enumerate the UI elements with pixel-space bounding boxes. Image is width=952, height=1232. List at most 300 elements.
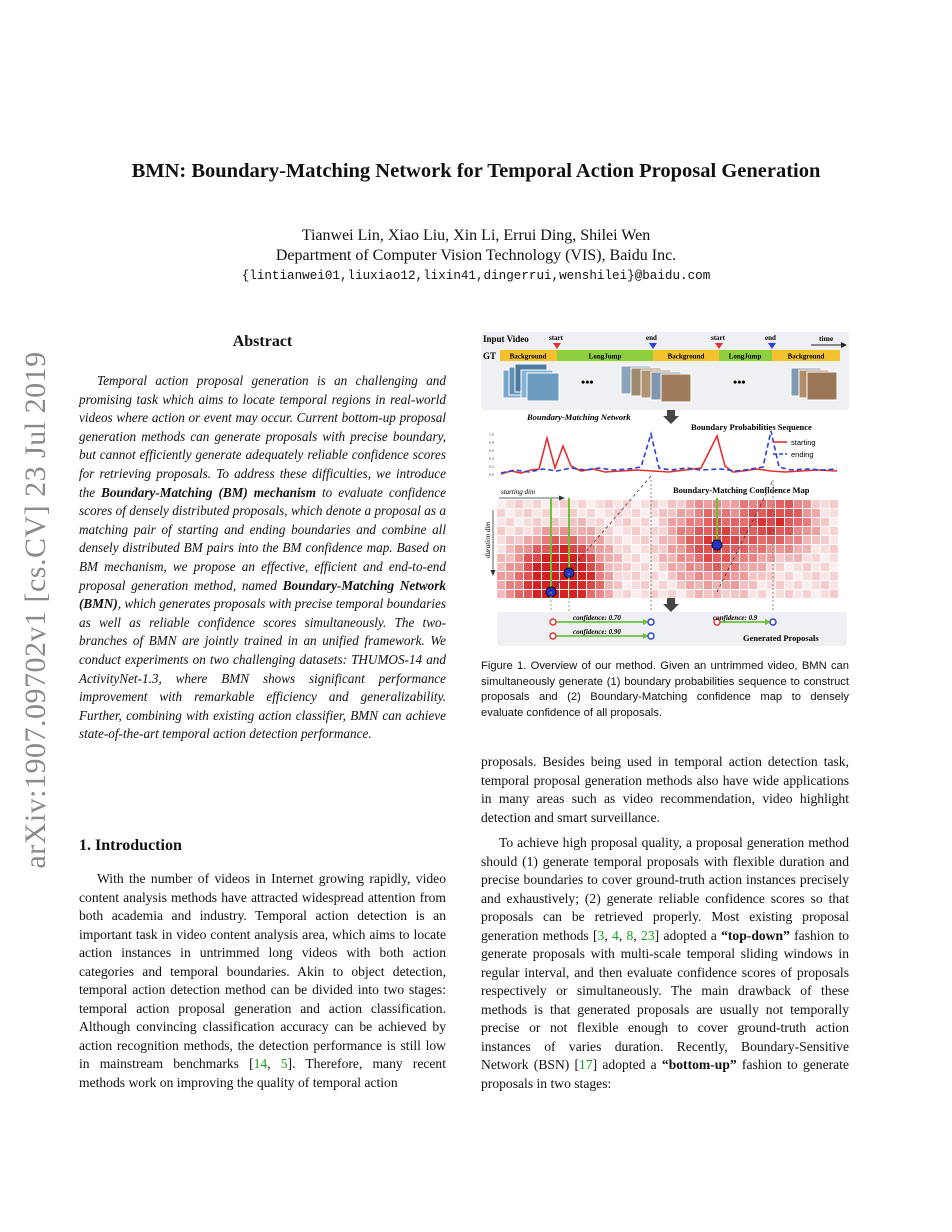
heatmap-cell [830,536,838,544]
heatmap-cell [596,536,604,544]
heatmap-cell [614,527,622,535]
heatmap-cell [587,509,595,517]
heatmap-cell [821,527,829,535]
heatmap-cell [722,509,730,517]
heatmap-cell [776,590,784,598]
citation-link[interactable]: 14 [253,1056,268,1071]
heatmap-cell [542,536,550,544]
heatmap-cell [821,518,829,526]
heatmap-cell [524,545,532,553]
right-paragraph-2 [481,834,849,1093]
bm-map-title: Boundary-Matching Confidence Map [673,485,810,495]
heatmap-cell [812,545,820,553]
proposal-end-point [648,633,654,639]
intro-text-b: ]. Therefore, many recent methods work on improving the quality of temporal action [79,1056,447,1090]
heatmap-cell [587,554,595,562]
heatmap-cell [515,536,523,544]
heatmap-cell [668,536,676,544]
heatmap-cell [686,545,694,553]
input-video-label: Input Video [483,334,529,344]
heatmap-cell [497,581,505,589]
heatmap-cell [677,572,685,580]
y-tick: 0.6 [489,448,494,453]
heatmap-cell [740,518,748,526]
heatmap-cell [686,563,694,571]
heatmap-cell [560,554,568,562]
heatmap-cell [533,536,541,544]
heatmap-cell [704,554,712,562]
heatmap-cell [722,581,730,589]
heatmap-cell [515,590,523,598]
heatmap-cell [803,554,811,562]
heatmap-cell [695,509,703,517]
heatmap-cell [704,509,712,517]
heatmap-cell [803,590,811,598]
heatmap-cell [533,545,541,553]
y-tick: 1.0 [489,432,494,437]
heatmap-cell [668,518,676,526]
heatmap-cell [776,527,784,535]
citation-link[interactable]: 3 [597,927,605,943]
heatmap-cell [560,545,568,553]
starting-dim-label: starting dim [501,488,536,496]
heatmap-cell [587,572,595,580]
heatmap-cell [794,590,802,598]
heatmap-cell [578,590,586,598]
heatmap-cell [506,536,514,544]
heatmap-cell [533,572,541,580]
heatmap-cell [731,545,739,553]
heatmap-cell [632,500,640,508]
heatmap-cell [551,536,559,544]
heatmap-cell [785,545,793,553]
heatmap-cell [578,500,586,508]
heatmap-cell [686,500,694,508]
heatmap-cell [776,509,784,517]
heatmap-cell [794,527,802,535]
intro-sep: , [267,1056,281,1071]
heatmap-cell [731,500,739,508]
down-arrow-icon [663,598,679,612]
heatmap-cell [515,572,523,580]
heatmap-cell [695,500,703,508]
sep: , [618,927,627,943]
heatmap-cell [812,554,820,562]
heatmap-cell [614,563,622,571]
heatmap-cell [767,527,775,535]
heatmap-cell [533,563,541,571]
right-text: fashion to generate proposals in two stages: [481,1057,849,1091]
heatmap-cell [515,527,523,535]
heatmap-cell [560,590,568,598]
heatmap-cell [506,590,514,598]
heatmap-cell [704,518,712,526]
heatmap-cell [821,563,829,571]
heatmap-cell [749,500,757,508]
heatmap-cell [704,572,712,580]
heatmap-cell [794,545,802,553]
heatmap-cell [830,527,838,535]
heatmap-cell [812,536,820,544]
author-block [0,226,952,286]
heatmap-cell [569,590,577,598]
heatmap-cell [731,509,739,517]
heatmap-cell [524,590,532,598]
heatmap-cell [659,581,667,589]
confidence-label: confidence: 0.70 [573,614,621,622]
right-text: fashion to generate proposals with multi-scale temporal sliding windows in regular interval, and then evaluate confidence scores of proposals respectively or simultaneously. The main drawback of these methods is that generated proposals are usually not temporally precise or not flexible enough to cover ground-truth action instances of varies duration. Recently, Boundary-Sensitive Network (BSN) [ [481,927,850,1072]
heatmap-cell [731,581,739,589]
heatmap-cell [497,509,505,517]
heatmap-cell [830,518,838,526]
heatmap-cell [731,563,739,571]
heatmap-cell [803,581,811,589]
heatmap-cell [506,500,514,508]
author-list: Tianwei Lin, Xiao Liu, Xin Li, Errui Ding, Shilei Wen [301,227,651,244]
heatmap-cell [587,500,595,508]
end-label-2: end [765,334,776,342]
heatmap-cell [821,545,829,553]
heatmap-cell [767,563,775,571]
heatmap-cell [722,527,730,535]
heatmap-cell [668,563,676,571]
gt-segment-label: LongJump [728,352,762,361]
heatmap-cell [614,545,622,553]
heatmap-cell [614,509,622,517]
heatmap-cell [578,509,586,517]
heatmap-cell [803,545,811,553]
right-text: To achieve high proposal quality, a proposal generation method should (1) generate temporal proposals with flexible duration and precise boundaries to cover ground-truth action instances precisely and exhaustively; (2) generate reliable confidence scores so that proposals can be retrieved properly. Most existing proposal generation methods [ [481,835,849,943]
heatmap-cell [803,509,811,517]
gt-segment-label: LongJump [588,352,622,361]
heatmap-cell [515,554,523,562]
heatmap-cell [677,590,685,598]
heatmap-cell [497,527,505,535]
heatmap-cell [542,572,550,580]
heatmap-cell [686,509,694,517]
heatmap-cell [812,518,820,526]
heatmap-cell [767,536,775,544]
heatmap-cell [542,500,550,508]
frame-stack [503,364,559,401]
abstract-text-1: Temporal action proposal generation is an challenging and promising task which aims to locate temporal regions in real-world videos where action or event may occur. Current bottom-up proposal generation methods can generate proposals with precise boundary, but cannot efficiently generate adequately reliable confidence scores for retrieving proposals. To address these difficulties, we introduce the [79,373,446,500]
duration-dim-arrow-head [491,570,496,576]
heatmap-cell [713,572,721,580]
heatmap-cell [614,581,622,589]
down-arrow-icon [663,410,679,424]
abstract-bold-bm: Boundary-Matching (BM) mechanism [101,484,317,500]
heatmap-cell [596,545,604,553]
heatmap-cell [803,572,811,580]
y-tick: 0.8 [489,440,494,445]
heatmap-cell [776,500,784,508]
heatmap-cell [767,572,775,580]
heatmap-cell [758,563,766,571]
heatmap-cell [542,518,550,526]
heatmap-cell [578,536,586,544]
heatmap-cell [677,545,685,553]
heatmap-cell [767,590,775,598]
heatmap-cell [524,563,532,571]
heatmap-cell [803,527,811,535]
heatmap-cell [497,590,505,598]
heatmap-cell [785,536,793,544]
heatmap-cell [506,518,514,526]
abstract-bold-bmn: Boundary-Matching Network (BMN) [79,577,447,612]
heatmap-cell [506,509,514,517]
heatmap-cell [830,590,838,598]
heatmap-cell [515,545,523,553]
heatmap-cell [578,554,586,562]
heatmap-cell [713,554,721,562]
bold-term: “top-down” [721,927,790,943]
gt-segment-label: Background [667,352,705,361]
heatmap-cell [623,536,631,544]
heatmap-cell [596,581,604,589]
heatmap-cell [767,545,775,553]
heatmap-cell [542,527,550,535]
heatmap-cell [695,590,703,598]
heatmap-cell [614,500,622,508]
heatmap-cell [524,536,532,544]
heatmap-cell [641,509,649,517]
heatmap-cell [758,509,766,517]
heatmap-cell [596,572,604,580]
heatmap-cell [587,563,595,571]
heatmap-cell [830,563,838,571]
heatmap-cell [794,536,802,544]
heatmap-cell [605,572,613,580]
heatmap-cell [758,518,766,526]
heatmap-cell [578,518,586,526]
heatmap-cell [605,500,613,508]
heatmap-cell [659,518,667,526]
heatmap-cell [605,581,613,589]
heatmap-cell [596,554,604,562]
heatmap-cell [722,536,730,544]
heatmap-cell [785,590,793,598]
heatmap-cell [749,527,757,535]
heatmap-cell [641,527,649,535]
heatmap-cell [578,563,586,571]
proposal-start-point [550,633,556,639]
heatmap-cell [749,572,757,580]
heatmap-cell [506,563,514,571]
affiliation: Department of Computer Vision Technology (VIS), Baidu Inc. [275,247,677,264]
heatmap-cell [623,563,631,571]
heatmap-cell [632,545,640,553]
heatmap-cell [785,509,793,517]
heatmap-cell [803,536,811,544]
heatmap-cell [776,536,784,544]
starting-dim-arrow-head [559,496,565,501]
heatmap-cell [677,527,685,535]
heatmap-cell [569,509,577,517]
heatmap-cell [515,509,523,517]
citation-link[interactable]: 23 [641,927,655,943]
heatmap-cell [695,527,703,535]
y-ticks [489,432,494,477]
heatmap-cell [695,536,703,544]
heatmap-cell [767,509,775,517]
heatmap-cell [578,572,586,580]
citation-link[interactable]: 4 [612,927,619,943]
start-label-2: start [711,334,725,342]
heatmap-cell [803,563,811,571]
ellipsis: ••• [581,375,594,389]
abstract-text-3: , which generates proposals with precise temporal boundaries as well as reliable confidence scores simultaneously. The two-branches of BMN are jointly trained in an unified framework. We conduct experiments on two challenging datasets: THUMOS-14 and ActivityNet-1.3, where BMN shows significant performance improvement with remarkable efficiency and generalizability. Further, combining with existing action classifier, BMN can achieve state-of-the-art temporal action detection performance. [79,596,446,742]
heatmap-cell [632,527,640,535]
heatmap-cell [596,590,604,598]
heatmap-cell [632,554,640,562]
heatmap-cell [794,581,802,589]
heatmap-cell [596,563,604,571]
heatmap-cell [803,518,811,526]
gt-segment-label: Background [509,352,547,361]
heatmap-cell [758,536,766,544]
heatmap-cell [713,581,721,589]
heatmap-cell [830,509,838,517]
heatmap-cell [731,518,739,526]
heatmap-cell [551,572,559,580]
sep: , [633,927,642,943]
heatmap-cell [677,554,685,562]
heatmap-cell [632,518,640,526]
heatmap-cell [515,581,523,589]
heatmap-cell [731,527,739,535]
heatmap-cell [686,554,694,562]
heatmap-cell [758,545,766,553]
gt-segment-label: Background [787,352,825,361]
abstract-text-2: to evaluate confidence scores of densely distributed proposals, which denote a proposal as a matching pair of starting and ending boundaries and combine all densely distributed BM pairs into the BM confidence map. Based on BM mechanism, we propose an effective, efficient and end-to-end proposal generation method, named [79,484,446,593]
heatmap-cell [533,554,541,562]
heatmap-cell [686,527,694,535]
heatmap-cell [686,581,694,589]
y-tick: 0.2 [489,464,494,469]
heatmap-cell [533,581,541,589]
heatmap-cell [758,572,766,580]
heatmap-cell [587,518,595,526]
heatmap-cell [497,500,505,508]
heatmap-cell [506,527,514,535]
heatmap-cell [641,590,649,598]
heatmap-cell [659,590,667,598]
heatmap-cell [785,581,793,589]
heatmap-cell [830,500,838,508]
heatmap-cell [560,527,568,535]
heatmap-cell [623,527,631,535]
heatmap-cell [794,509,802,517]
heatmap-cell [533,509,541,517]
citation-link[interactable]: 5 [280,1056,288,1071]
heatmap-cell [542,509,550,517]
heatmap-cell [632,563,640,571]
heatmap-cell [785,527,793,535]
citation-link[interactable]: 17 [579,1057,593,1072]
heatmap-cell [695,572,703,580]
heatmap-cell [632,590,640,598]
heatmap-cell [695,518,703,526]
heatmap-cell [551,500,559,508]
heatmap-cell [668,554,676,562]
heatmap-cell [659,500,667,508]
heatmap-cell [677,563,685,571]
heatmap-cell [614,518,622,526]
heatmap-cell [641,500,649,508]
heatmap-cell [803,500,811,508]
heatmap-cell [740,500,748,508]
right-text: ] adopted a [654,927,722,943]
heatmap-cell [596,500,604,508]
heatmap-cell [497,536,505,544]
heatmap-cell [497,518,505,526]
heatmap-cell [560,500,568,508]
heatmap-cell [794,554,802,562]
heatmap-cell [749,590,757,598]
citation-link[interactable]: 8 [626,927,634,943]
heatmap-cell [614,554,622,562]
heatmap-cell [695,581,703,589]
heatmap-cell [812,500,820,508]
heatmap-cell [668,500,676,508]
heatmap-cell [677,536,685,544]
heatmap-cell [623,545,631,553]
confidence-label: confidence: 0.9 [713,614,758,622]
heatmap-cell [641,518,649,526]
heatmap-cell [812,590,820,598]
heatmap-cell [695,554,703,562]
heatmap-cell [704,581,712,589]
heatmap-cell [668,509,676,517]
heatmap-cell [776,518,784,526]
heatmap-cell [497,563,505,571]
heatmap-cell [506,581,514,589]
heatmap-cell [641,554,649,562]
right-paragraph-1: proposals. Besides being used in temporal action detection task, temporal proposal generation methods also have wide applications in many areas such as video recommendation, video highlight detection and smart surveillance. [481,754,849,825]
heatmap-cell [623,581,631,589]
heatmap-cell [551,518,559,526]
figure-caption: Figure 1. Overview of our method. Given an untrimmed video, BMN can simultaneously generate (1) boundary probabilities sequence to construct proposals and (2) Boundary-Matching confidence map to densely evaluate confidence of all proposals. [481,660,849,719]
heatmap-cell [668,545,676,553]
heatmap-cell [812,509,820,517]
heatmap-cell [605,536,613,544]
heatmap-cell [533,527,541,535]
heatmap-cell [596,527,604,535]
heatmap-cell [722,563,730,571]
heatmap-cell [596,518,604,526]
heatmap-cell [776,563,784,571]
heatmap-cell [587,581,595,589]
heatmap-cell [614,536,622,544]
y-tick: 0.0 [489,472,494,477]
heatmap-cell [821,536,829,544]
heatmap-cell [569,527,577,535]
heatmap-cell [677,581,685,589]
heatmap-cell [722,590,730,598]
heatmap-cell [641,572,649,580]
heatmap-cell [614,590,622,598]
heatmap-cell [533,590,541,598]
heatmap-cell [776,572,784,580]
heatmap-cell [749,536,757,544]
heatmap-cell [668,581,676,589]
heatmap-cell [758,554,766,562]
paper-title: BMN: Boundary-Matching Network for Temporal Action Proposal Generation [131,160,821,182]
heatmap-cell [524,500,532,508]
heatmap-cell [686,536,694,544]
heatmap-cell [722,554,730,562]
heatmap-cell [821,509,829,517]
